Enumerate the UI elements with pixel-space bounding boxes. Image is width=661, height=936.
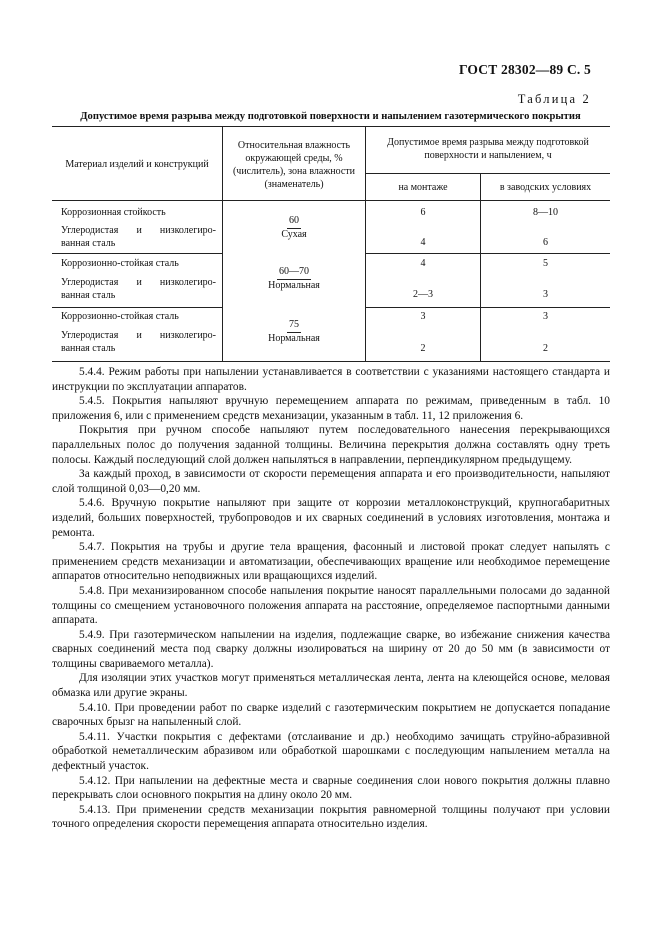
- col-material-header: Материал изделий и конструкций: [65, 159, 209, 170]
- table-row-material: Углеродистая и низколегиро- ванная сталь: [61, 225, 216, 249]
- table-rule: [52, 361, 610, 362]
- paragraph: За каждый проход, в зависимости от скорости перемещения аппарата и его производительности, напыляют слой толщиной 0,03—0,20 мм.: [52, 468, 610, 495]
- sub-install-header: на монтаже: [398, 182, 448, 193]
- table-title: Допустимое время разрыва между подготовкой поверхности и напылением газотермического покрытия: [80, 111, 581, 122]
- paragraph: 5.4.5. Покрытия напыляют вручную перемещением аппарата по режимам, приведенным в табл. 10 приложения 6, или с применением средств механизации, указанным в табл. 11, 12 приложения 6.: [52, 395, 610, 422]
- table-cell-factory: 3: [543, 289, 548, 300]
- table-cell-install: 2: [420, 343, 426, 354]
- table-rule: [365, 307, 610, 308]
- paragraph: Покрытия при ручном способе напыляют путем последовательного нанесения перекрывающихся параллельных полос до получения заданной толщины. Величина перекрытия должна составлять одну треть полосы. Каждый последующий слой должен напыляться в направлении, перпендикулярном предыдущему.: [52, 424, 610, 466]
- table-label: Таблица 2: [517, 92, 591, 106]
- table-rule: [52, 307, 222, 308]
- col-time-header: Допустимое время разрыва между подготовкой поверхности и напылением, ч: [387, 137, 589, 161]
- paragraph: 5.4.9. При газотермическом напылении на изделия, подлежащие сварке, во избежание снижения качества сварных соединений места под сварку должны изолироваться на ширину от 20 до 50 мм (в зависимости от толщины свариваемого металла).: [52, 628, 610, 670]
- table-rule: [52, 126, 610, 127]
- table-row-material: Углеродистая и низколегиро- ванная сталь: [61, 330, 216, 354]
- table-row-material: Коррозионная стойкость: [61, 207, 166, 218]
- table-row-material: Коррозионно-стойкая сталь: [61, 258, 179, 269]
- col-humidity-header: Относительная влажность окружающей среды, % (числитель), зона влажности (знаменатель): [232, 140, 356, 190]
- body-text: [52, 365, 610, 832]
- table-cell-install: 4: [420, 237, 426, 248]
- paragraph: 5.4.7. Покрытия на трубы и другие тела вращения, фасонный и листовой прокат следует напылять с применением средств механизации и автоматизации, обеспечивающих вращение или необходимое перемещение аппаратов относительно неподвижных или вращающихся изделий.: [52, 541, 610, 583]
- table-cell-factory: 6: [543, 237, 548, 248]
- table-cell-factory: 8—10: [533, 207, 558, 218]
- paragraph: 5.4.4. Режим работы при напылении устанавливается в соответствии с указаниями настоящего стандарта и инструкции по эксплуатации аппаратов.: [52, 366, 610, 393]
- table-cell-install: 6: [420, 207, 426, 218]
- sub-factory-header: в заводских условиях: [499, 182, 592, 193]
- paragraph: 5.4.13. При применении средств механизации покрытия равномерной толщины получают при условии точного определения скорости перемещения аппарата относительно изделия.: [52, 803, 610, 831]
- table-row-material: Коррозионно-стойкая сталь: [61, 311, 179, 322]
- paragraph: Для изоляции этих участков могут применяться металлическая лента, лента на клеющейся основе, меловая обмазка или другие экраны.: [52, 672, 610, 700]
- table-row-material: Углеродистая и низколегиро- ванная сталь: [61, 277, 216, 301]
- humidity-fraction: 60—70 Нормальная: [268, 266, 320, 291]
- table-rule: [52, 253, 222, 254]
- humidity-fraction: 60 Сухая: [281, 215, 307, 240]
- table-cell-factory: 3: [543, 311, 548, 322]
- table-cell-factory: 5: [543, 258, 548, 269]
- table-cell-factory: 2: [543, 343, 548, 354]
- table-rule: [52, 200, 610, 201]
- table-cell-install: 2—3: [413, 289, 433, 300]
- paragraph: 5.4.11. Участки покрытия с дефектами (отслаивание и др.) необходимо зачищать струйно-абразивной обработкой неметаллическим абразивом или обработкой шарошками с последующим напылением металла на дефектный участок.: [52, 730, 610, 773]
- page-header: ГОСТ 28302—89 С. 5: [458, 62, 591, 77]
- paragraph: 5.4.6. Вручную покрытие напыляют при защите от коррозии металлоконструкций, крупногабаритных изделий, больших поверхностей, трубопроводов и их сварных соединений в условиях изготовления, монтажа и ремонта.: [52, 497, 610, 539]
- paragraph: 5.4.10. При проведении работ по сварке изделий с газотермическим покрытием не допускается попадание сварочных брызг на напыленный слой.: [52, 701, 610, 729]
- table-2: [52, 126, 610, 362]
- table-cell-install: 3: [420, 311, 426, 322]
- table-rule: [365, 253, 610, 254]
- paragraph: 5.4.12. При напылении на дефектные места и сварные соединения слои нового покрытия должны плавно перекрывать слои основного покрытия на длину около 20 мм.: [52, 774, 610, 802]
- table-rule: [365, 173, 610, 174]
- humidity-fraction: 75 Нормальная: [268, 319, 320, 344]
- table-cell-install: 4: [420, 258, 426, 269]
- paragraph: 5.4.8. При механизированном способе напыления покрытие наносят параллельными полосами до заданной толщины со смещением установочного положения аппарата на расстояние, определяемое паспортными данными аппарата.: [52, 584, 610, 627]
